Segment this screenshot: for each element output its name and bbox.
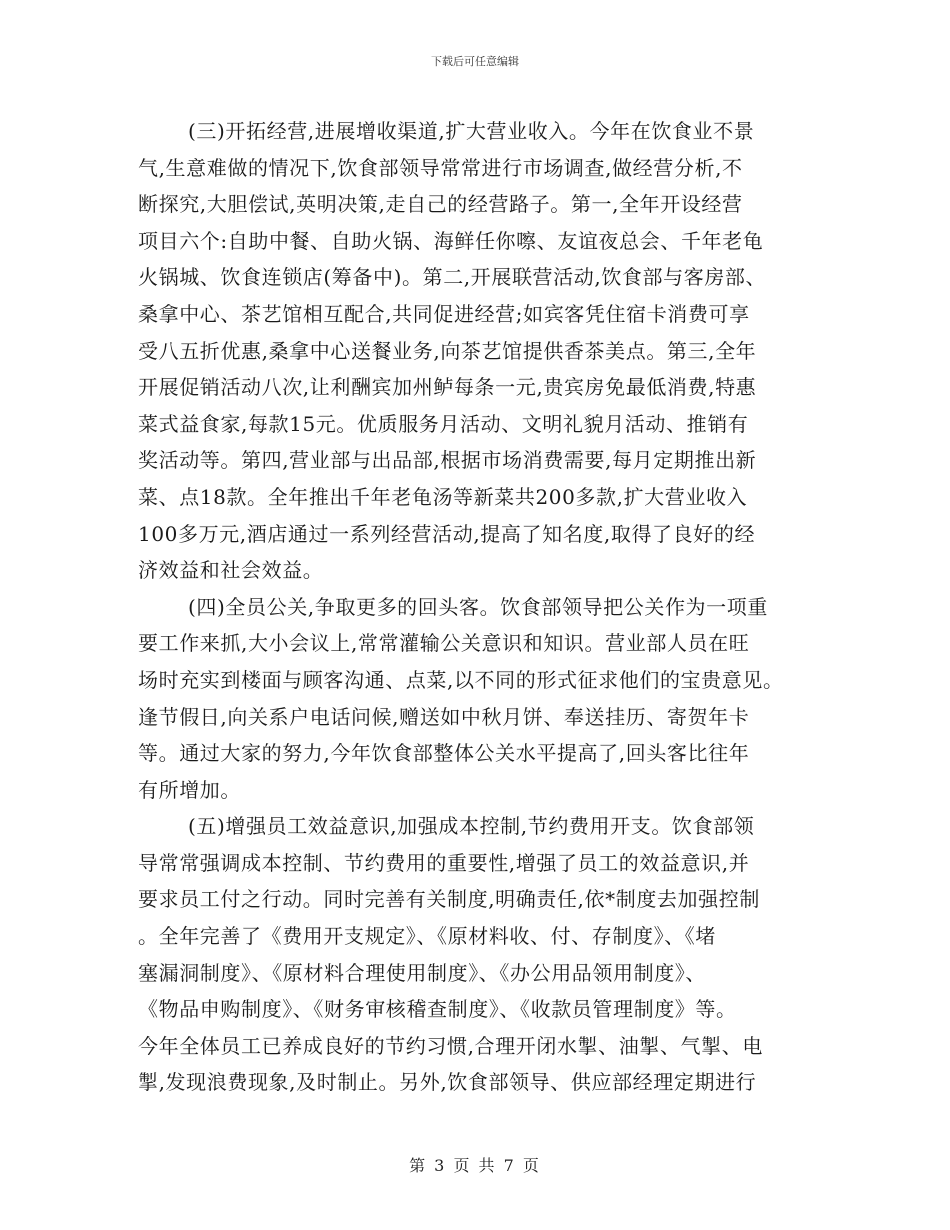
text-line: 奖活动等。第四,营业部与出品部,根据市场消费需要,每月定期推出新: [138, 448, 757, 473]
text-line: (五)增强员工效益意识,加强成本控制,节约费用开支。饮食部领: [188, 814, 755, 839]
page-footer: 第 3 页 共 7 页: [409, 1156, 541, 1175]
text-line: 项目六个:自助中餐、自助火锅、海鲜任你嚓、友谊夜总会、千年老龟: [138, 228, 764, 253]
text-line: 受八五折优惠,桑拿中心送餐业务,向茶艺馆提供香茶美点。第三,全年: [138, 338, 757, 363]
text-line: 有所增加。: [138, 777, 241, 802]
text-line: 开展促销活动八次,让利酬宾加州鲈每条一元,贵宾房免最低消费,特惠: [138, 375, 757, 400]
text-line: 场时充实到楼面与顾客沟通、点菜,以不同的形式征求他们的宝贵意见。: [138, 667, 784, 692]
text-line: 。全年完善了《费用开支规定》、《原材料收、付、存制度》、《堵: [138, 924, 716, 949]
text-line: 掣,发现浪费现象,及时制止。另外,饮食部领导、供应部经理定期进行: [138, 1070, 757, 1095]
text-line: 菜、点18款。全年推出千年老龟汤等新菜共200多款,扩大营业收入: [138, 484, 748, 509]
text-line: 《物品申购制度》、《财务审核稽查制度》、《收款员管理制度》等。: [138, 997, 737, 1022]
text-line: 桑拿中心、茶艺馆相互配合,共同促进经营;如宾客凭住宿卡消费可享: [138, 301, 750, 326]
text-line: 等。通过大家的努力,今年饮食部整体公关水平提高了,回头客比往年: [138, 741, 750, 766]
text-line: 要求员工付之行动。同时完善有关制度,明确责任,依*制度去加强控制: [138, 887, 760, 912]
text-line: 菜式益食家,每款15元。优质服务月活动、文明礼貌月活动、推销有: [138, 411, 749, 436]
text-line: 气,生意难做的情况下,饮食部领导常常进行市场调查,做经营分析,不: [138, 155, 743, 180]
text-line: (三)开拓经营,进展增收渠道,扩大营业收入。今年在饮食业不景: [188, 119, 755, 143]
text-line: 导常常强调成本控制、节约费用的重要性,增强了员工的效益意识,并: [138, 850, 750, 875]
page-header: 下载后可任意编辑: [431, 55, 519, 68]
text-line: (四)全员公关,争取更多的回头客。饮食部领导把公关作为一项重: [188, 594, 768, 619]
text-line: 要工作来抓,大小会议上,常常灌输公关意识和知识。营业部人员在旺: [138, 631, 750, 656]
text-line: 100多万元,酒店通过一系列经营活动,提高了知名度,取得了良好的经: [138, 521, 756, 546]
text-line: 塞漏洞制度》、《原材料合理使用制度》、《办公用品领用制度》、: [138, 960, 706, 985]
text-line: 济效益和社会效益。: [138, 558, 324, 583]
text-line: 逢节假日,向关系户电话问候,赠送如中秋月饼、奉送挂历、寄贺年卡: [138, 704, 750, 729]
text-line: 火锅城、饮食连锁店(筹备中)。第二,开展联营活动,饮食部与客房部、: [138, 265, 767, 290]
document-body: [138, 113, 814, 1101]
text-line: 今年全体员工已养成良好的节约习惯,合理开闭水掣、油掣、气掣、电: [138, 1033, 763, 1058]
text-line: 断探究,大胆偿试,英明决策,走自己的经营路子。第一,全年开设经营: [138, 192, 743, 217]
